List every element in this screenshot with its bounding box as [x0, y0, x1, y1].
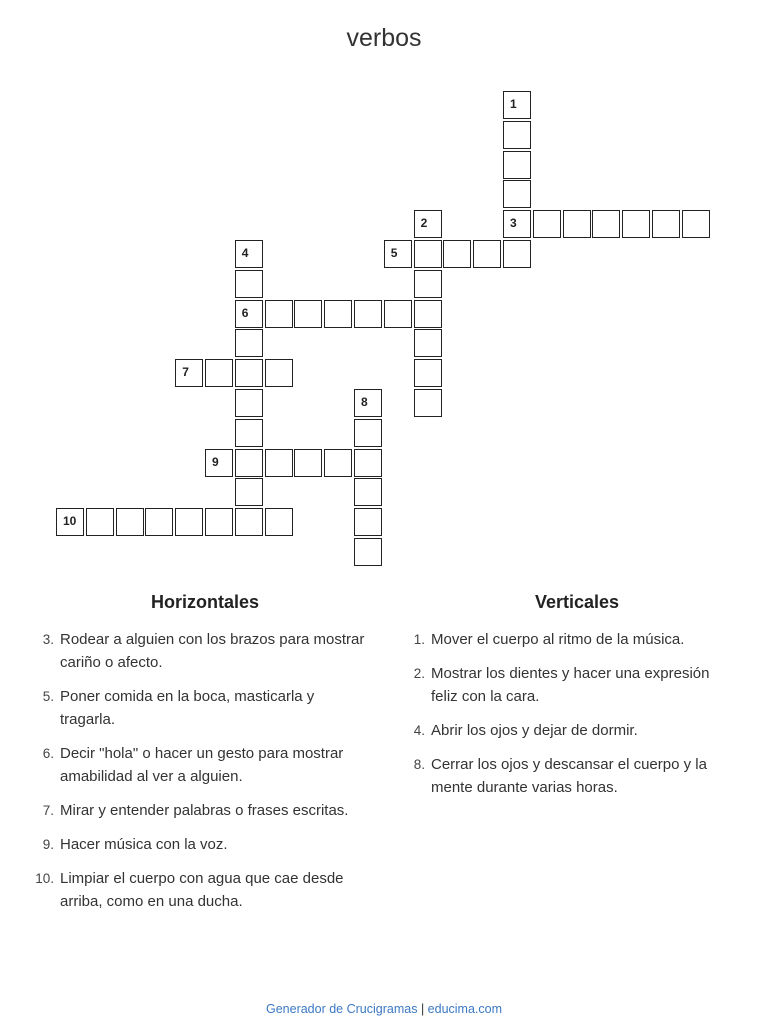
cell-number: 9: [212, 454, 219, 469]
clue-text: Mirar y entender palabras o frases escritas.: [60, 802, 349, 819]
crossword-cell[interactable]: [265, 449, 293, 477]
generator-link[interactable]: Generador de Crucigramas: [265, 1002, 418, 1016]
down-heading: Verticales: [534, 592, 620, 612]
cell-number: 5: [390, 246, 398, 260]
down-clue: [403, 719, 738, 742]
crossword-cell[interactable]: [265, 300, 293, 328]
crossword-cell[interactable]: [414, 359, 442, 387]
across-clue: [32, 799, 367, 822]
crossword-cell[interactable]: [682, 210, 710, 238]
crossword-cell[interactable]: [294, 300, 322, 328]
across-heading: Horizontales: [150, 592, 260, 612]
crossword-cell[interactable]: [622, 210, 650, 238]
crossword-cell[interactable]: [414, 300, 442, 328]
crossword-cell[interactable]: [503, 121, 531, 149]
across-clue: [32, 867, 367, 913]
crossword-cell[interactable]: [235, 300, 263, 328]
crossword-cell[interactable]: [235, 359, 263, 387]
crossword-cell[interactable]: [235, 449, 263, 477]
clue-text: Rodear a alguien con los brazos para mostrar cariño o afecto.: [60, 631, 365, 671]
crossword-cell[interactable]: [235, 270, 263, 298]
crossword-cell[interactable]: [205, 508, 233, 536]
clue-number: 3.: [42, 632, 54, 647]
clue-text: Hacer música con la voz.: [60, 836, 228, 853]
clue-text: Limpiar el cuerpo con agua que cae desde arriba, como en una ducha.: [60, 870, 344, 910]
crossword-cell[interactable]: [205, 359, 233, 387]
cell-number: 10: [63, 514, 77, 529]
clue-text: Decir "hola" o hacer un gesto para mostrar amabilidad al ver a alguien.: [60, 745, 344, 785]
crossword-cell[interactable]: [592, 210, 620, 238]
cell-number: 7: [182, 365, 189, 380]
footer-separator: |: [420, 1002, 425, 1016]
clue-number: 5.: [42, 689, 54, 704]
crossword-cell[interactable]: [175, 508, 203, 536]
page-title: verbos: [346, 24, 422, 52]
clue-text: Poner comida en la boca, masticarla y tragarla.: [60, 688, 315, 728]
crossword-cell[interactable]: [265, 508, 293, 536]
crossword-cell[interactable]: [354, 419, 382, 447]
crossword-cell[interactable]: [414, 389, 442, 417]
cell-number: 6: [241, 305, 249, 320]
crossword-cell[interactable]: [205, 449, 233, 477]
cell-number: 8: [361, 395, 368, 409]
cell-number: 1: [510, 97, 517, 111]
down-clue: [403, 628, 738, 651]
crossword-cell[interactable]: [384, 240, 412, 268]
cell-number: 4: [241, 246, 249, 260]
crossword-cell[interactable]: [354, 508, 382, 536]
crossword-cell[interactable]: [503, 91, 531, 119]
clue-text: Abrir los ojos y dejar de dormir.: [431, 722, 638, 739]
clue-text: Mover el cuerpo al ritmo de la música.: [431, 631, 685, 648]
crossword-cell[interactable]: [563, 210, 591, 238]
site-link[interactable]: educima.com: [427, 1002, 503, 1016]
crossword-cell[interactable]: [533, 210, 561, 238]
crossword-cell[interactable]: [324, 449, 352, 477]
crossword-cell[interactable]: [235, 389, 263, 417]
crossword-cell[interactable]: [175, 359, 203, 387]
cell-number: 2: [420, 216, 428, 231]
crossword-cell[interactable]: [503, 210, 531, 238]
across-clue: [32, 833, 367, 856]
across-clue: [32, 685, 367, 731]
crossword-cell[interactable]: [354, 389, 382, 417]
crossword-cell[interactable]: [354, 449, 382, 477]
crossword-cell[interactable]: [56, 508, 84, 536]
clue-number: 1.: [413, 632, 425, 647]
clue-number: 7.: [42, 803, 54, 818]
crossword-cell[interactable]: [116, 508, 144, 536]
crossword-cell[interactable]: [265, 359, 293, 387]
crossword-cell[interactable]: [503, 180, 531, 208]
crossword-cell[interactable]: [503, 240, 531, 268]
across-clue: [32, 628, 367, 674]
down-clue: [403, 662, 738, 708]
crossword-cell[interactable]: [324, 300, 352, 328]
crossword-cell[interactable]: [145, 508, 173, 536]
crossword-cell[interactable]: [652, 210, 680, 238]
cell-number: 3: [510, 216, 517, 231]
crossword-cell[interactable]: [473, 240, 501, 268]
clue-text: Cerrar los ojos y descansar el cuerpo y la mente durante varias horas.: [431, 756, 707, 796]
crossword-cell[interactable]: [384, 300, 412, 328]
clue-number: 8.: [413, 757, 425, 772]
clue-number: 9.: [42, 837, 54, 852]
crossword-cell[interactable]: [86, 508, 114, 536]
crossword-cell[interactable]: [414, 210, 442, 238]
crossword-cell[interactable]: [235, 240, 263, 268]
across-clue: [32, 742, 367, 788]
crossword-cell[interactable]: [354, 538, 382, 566]
across-clues: [32, 628, 367, 924]
crossword-cell[interactable]: [414, 329, 442, 357]
down-clues: [403, 628, 738, 810]
footer: [0, 1002, 768, 1016]
clue-text: Mostrar los dientes y hacer una expresión feliz con la cara.: [431, 665, 710, 705]
clue-number: 2.: [413, 666, 425, 681]
crossword-cell[interactable]: [294, 449, 322, 477]
down-clue: [403, 753, 738, 799]
crossword-cell[interactable]: [503, 151, 531, 179]
clue-number: 10.: [35, 871, 54, 886]
crossword-cell[interactable]: [235, 478, 263, 506]
crossword-cell[interactable]: [414, 240, 442, 268]
crossword-cell[interactable]: [235, 508, 263, 536]
crossword-cell[interactable]: [235, 329, 263, 357]
clue-number: 4.: [413, 723, 425, 738]
crossword-cell[interactable]: [443, 240, 471, 268]
clue-number: 6.: [42, 746, 54, 761]
crossword-cell[interactable]: [414, 270, 442, 298]
crossword-cell[interactable]: [354, 478, 382, 506]
crossword-cell[interactable]: [235, 419, 263, 447]
crossword-cell[interactable]: [354, 300, 382, 328]
